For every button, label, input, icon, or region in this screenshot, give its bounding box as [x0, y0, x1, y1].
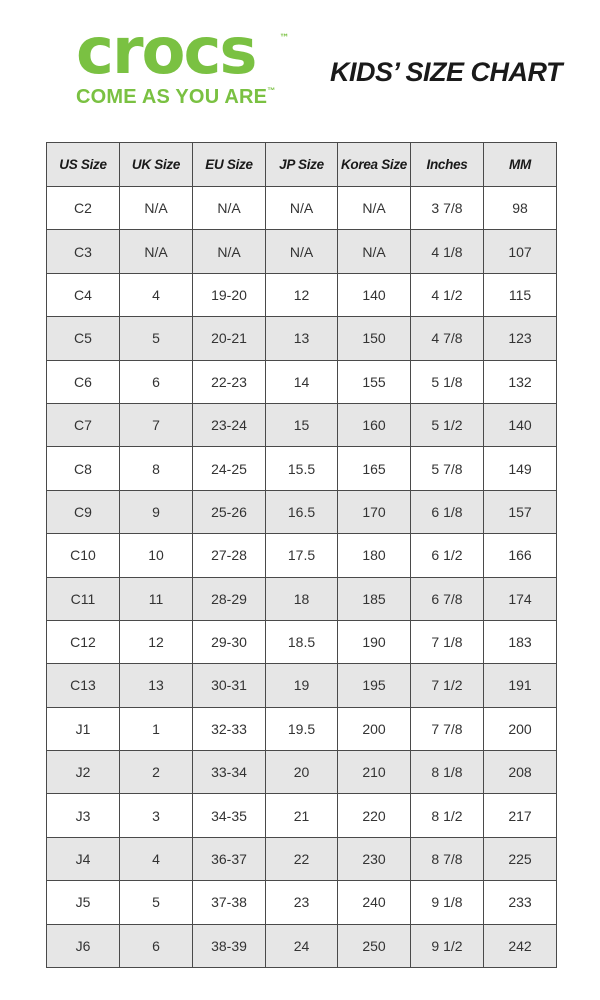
table-row	[47, 751, 557, 794]
table-cell: 3 7/8	[411, 187, 484, 230]
table-cell: 166	[484, 534, 557, 577]
table-cell: 157	[484, 490, 557, 533]
table-cell: 38-39	[193, 924, 266, 967]
table-cell: 200	[484, 707, 557, 750]
table-row	[47, 707, 557, 750]
table-cell: 2	[120, 751, 193, 794]
table-cell: 180	[338, 534, 411, 577]
us-size-header: US Size	[47, 143, 120, 187]
table-cell: N/A	[120, 230, 193, 273]
table-cell: 4 7/8	[411, 317, 484, 360]
table-cell: C13	[47, 664, 120, 707]
table-cell: 30-31	[193, 664, 266, 707]
table-cell: 10	[120, 534, 193, 577]
crocs-logo	[76, 15, 290, 108]
table-cell: 8 7/8	[411, 837, 484, 880]
logo-trademark: ™	[279, 33, 290, 44]
table-cell: 8 1/2	[411, 794, 484, 837]
table-cell: C6	[47, 360, 120, 403]
table-cell: 27-28	[193, 534, 266, 577]
table-cell: N/A	[266, 187, 338, 230]
table-cell: 170	[338, 490, 411, 533]
table-row	[47, 187, 557, 230]
table-cell: 5 1/8	[411, 360, 484, 403]
table-header-row	[47, 143, 557, 187]
table-cell: 13	[120, 664, 193, 707]
table-cell: C8	[47, 447, 120, 490]
table-cell: 5 7/8	[411, 447, 484, 490]
table-cell: 250	[338, 924, 411, 967]
table-cell: 98	[484, 187, 557, 230]
table-cell: 5	[120, 317, 193, 360]
table-cell: 21	[266, 794, 338, 837]
table-cell: 242	[484, 924, 557, 967]
table-row	[47, 881, 557, 924]
table-cell: 4	[120, 273, 193, 316]
table-cell: 4	[120, 837, 193, 880]
table-cell: 7 7/8	[411, 707, 484, 750]
table-row	[47, 924, 557, 967]
table-cell: 28-29	[193, 577, 266, 620]
table-cell: 32-33	[193, 707, 266, 750]
table-cell: 11	[120, 577, 193, 620]
table-cell: 9 1/8	[411, 881, 484, 924]
table-cell: 25-26	[193, 490, 266, 533]
table-cell: 24-25	[193, 447, 266, 490]
table-cell: J6	[47, 924, 120, 967]
table-cell: 1	[120, 707, 193, 750]
table-cell: 23	[266, 881, 338, 924]
jp-size-header: JP Size	[266, 143, 338, 187]
table-cell: 240	[338, 881, 411, 924]
table-cell: 9	[120, 490, 193, 533]
table-cell: 123	[484, 317, 557, 360]
table-cell: 20-21	[193, 317, 266, 360]
table-row	[47, 534, 557, 577]
table-cell: 20	[266, 751, 338, 794]
table-cell: J4	[47, 837, 120, 880]
table-cell: C4	[47, 273, 120, 316]
table-cell: 12	[266, 273, 338, 316]
table-row	[47, 273, 557, 316]
table-cell: 233	[484, 881, 557, 924]
table-cell: 132	[484, 360, 557, 403]
table-body	[47, 187, 557, 968]
table-cell: C7	[47, 403, 120, 446]
table-cell: J5	[47, 881, 120, 924]
table-cell: 13	[266, 317, 338, 360]
table-row	[47, 447, 557, 490]
table-row	[47, 403, 557, 446]
table-cell: 19.5	[266, 707, 338, 750]
page-title: KIDS’ SIZE CHART	[330, 57, 563, 87]
table-cell: 155	[338, 360, 411, 403]
table-cell: 6 1/2	[411, 534, 484, 577]
table-row	[47, 317, 557, 360]
table-cell: C2	[47, 187, 120, 230]
table-cell: 7 1/8	[411, 620, 484, 663]
table-cell: N/A	[338, 230, 411, 273]
table-cell: 220	[338, 794, 411, 837]
table-cell: 140	[338, 273, 411, 316]
table-cell: C12	[47, 620, 120, 663]
size-chart-table	[46, 142, 557, 968]
table-cell: 16.5	[266, 490, 338, 533]
table-cell: 4 1/8	[411, 230, 484, 273]
table-cell: 15.5	[266, 447, 338, 490]
table-cell: 160	[338, 403, 411, 446]
table-cell: 7 1/2	[411, 664, 484, 707]
logo-wordmark: crocs	[76, 15, 256, 89]
table-cell: 6	[120, 360, 193, 403]
table-cell: 33-34	[193, 751, 266, 794]
table-cell: 225	[484, 837, 557, 880]
table-cell: N/A	[338, 187, 411, 230]
logo-tagline: COME AS YOU ARE	[76, 86, 268, 108]
table-cell: 174	[484, 577, 557, 620]
table-cell: 150	[338, 317, 411, 360]
table-cell: 190	[338, 620, 411, 663]
table-cell: 4 1/2	[411, 273, 484, 316]
table-row	[47, 577, 557, 620]
table-cell: 5 1/2	[411, 403, 484, 446]
eu-size-header: EU Size	[193, 143, 266, 187]
table-cell: 6 1/8	[411, 490, 484, 533]
tagline-trademark: ™	[267, 86, 276, 95]
table-cell: 185	[338, 577, 411, 620]
inches-header: Inches	[411, 143, 484, 187]
table-cell: C11	[47, 577, 120, 620]
table-cell: C3	[47, 230, 120, 273]
table-cell: 230	[338, 837, 411, 880]
table-row	[47, 620, 557, 663]
table-cell: 208	[484, 751, 557, 794]
table-cell: 140	[484, 403, 557, 446]
table-cell: 15	[266, 403, 338, 446]
table-cell: 29-30	[193, 620, 266, 663]
table-cell: 5	[120, 881, 193, 924]
table-cell: 7	[120, 403, 193, 446]
table-cell: 24	[266, 924, 338, 967]
table-cell: C9	[47, 490, 120, 533]
table-cell: 210	[338, 751, 411, 794]
table-row	[47, 360, 557, 403]
table-cell: 19	[266, 664, 338, 707]
table-cell: 3	[120, 794, 193, 837]
table-row	[47, 837, 557, 880]
table-cell: N/A	[193, 187, 266, 230]
table-cell: 9 1/2	[411, 924, 484, 967]
table-cell: 14	[266, 360, 338, 403]
table-cell: N/A	[266, 230, 338, 273]
table-cell: 34-35	[193, 794, 266, 837]
table-cell: 6	[120, 924, 193, 967]
table-cell: 200	[338, 707, 411, 750]
table-cell: 22-23	[193, 360, 266, 403]
table-cell: N/A	[120, 187, 193, 230]
table-cell: 165	[338, 447, 411, 490]
table-cell: 107	[484, 230, 557, 273]
table-cell: 37-38	[193, 881, 266, 924]
table-cell: 8 1/8	[411, 751, 484, 794]
table-cell: 19-20	[193, 273, 266, 316]
table-row	[47, 794, 557, 837]
mm-header: MM	[484, 143, 557, 187]
table-cell: 6 7/8	[411, 577, 484, 620]
table-cell: 17.5	[266, 534, 338, 577]
table-cell: 12	[120, 620, 193, 663]
uk-size-header: UK Size	[120, 143, 193, 187]
table-cell: 217	[484, 794, 557, 837]
table-cell: J1	[47, 707, 120, 750]
table-cell: 18.5	[266, 620, 338, 663]
table-cell: 195	[338, 664, 411, 707]
table-cell: C5	[47, 317, 120, 360]
table-cell: 115	[484, 273, 557, 316]
korea-size-header: Korea Size	[338, 143, 411, 187]
table-row	[47, 490, 557, 533]
table-cell: 8	[120, 447, 193, 490]
table-cell: J3	[47, 794, 120, 837]
table-row	[47, 230, 557, 273]
table-row	[47, 664, 557, 707]
table-cell: 23-24	[193, 403, 266, 446]
table-cell: 191	[484, 664, 557, 707]
table-cell: 36-37	[193, 837, 266, 880]
table-cell: N/A	[193, 230, 266, 273]
table-cell: 22	[266, 837, 338, 880]
table-cell: J2	[47, 751, 120, 794]
table-cell: 149	[484, 447, 557, 490]
table-cell: 18	[266, 577, 338, 620]
table-cell: C10	[47, 534, 120, 577]
table-cell: 183	[484, 620, 557, 663]
